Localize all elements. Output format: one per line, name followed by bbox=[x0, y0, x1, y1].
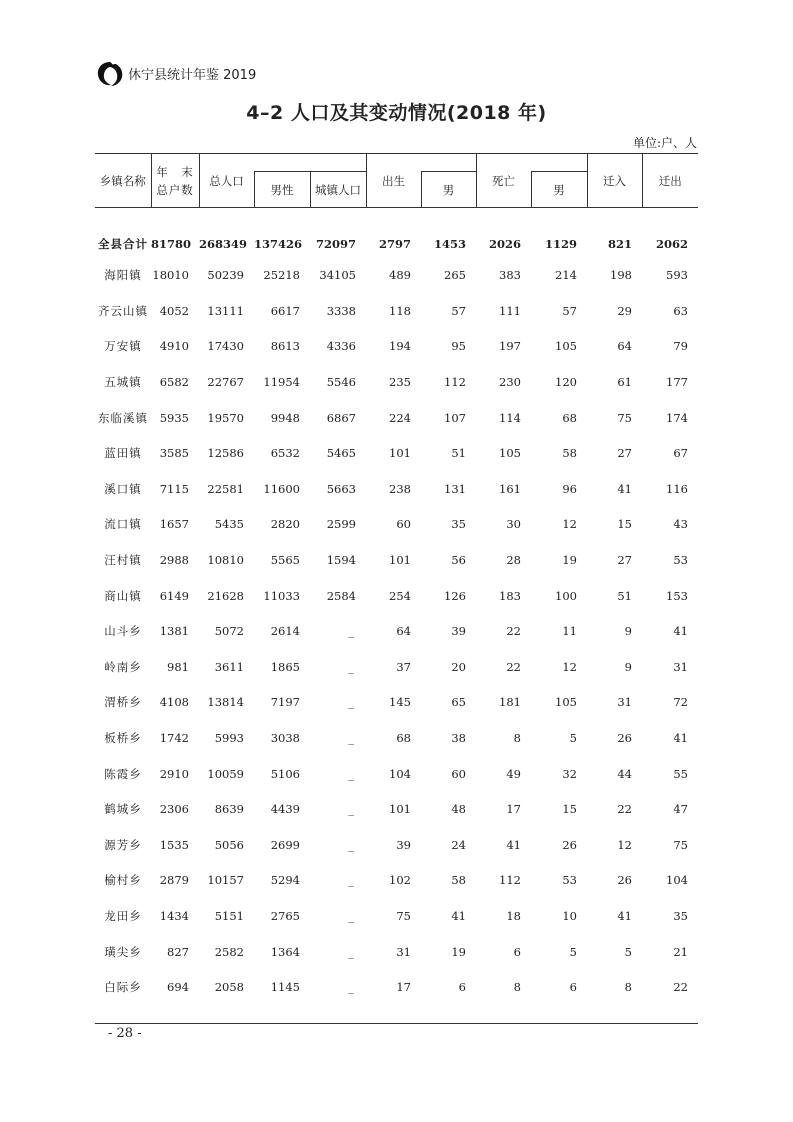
header-births: 出生 bbox=[366, 154, 421, 208]
cell-male: 9948 bbox=[270, 410, 300, 425]
cell-deaths: 49 bbox=[506, 766, 521, 781]
cell-out: 55 bbox=[673, 766, 688, 781]
cell-deaths-male: 214 bbox=[555, 268, 577, 283]
cell-deaths-male: 12 bbox=[562, 659, 577, 674]
cell-births-male: 65 bbox=[451, 695, 466, 710]
cell-households: 6582 bbox=[159, 375, 189, 390]
cell-in: 75 bbox=[617, 410, 632, 425]
cell-births: 145 bbox=[389, 695, 411, 710]
cell-households: 4910 bbox=[159, 339, 189, 354]
cell-households: 827 bbox=[167, 944, 189, 959]
cell-deaths-male: 105 bbox=[555, 695, 577, 710]
cell-in: 44 bbox=[617, 766, 632, 781]
cell-out: 116 bbox=[666, 481, 688, 496]
page-number: - 28 - bbox=[108, 1026, 142, 1041]
cell-in: 61 bbox=[617, 375, 632, 390]
cell-deaths-male: 120 bbox=[555, 375, 577, 390]
cell-deaths: 8 bbox=[513, 980, 521, 995]
cell-out: 104 bbox=[666, 873, 688, 888]
book-title: 休宁县统计年鉴 2019 bbox=[128, 68, 257, 83]
cell-births-male: 41 bbox=[451, 908, 466, 923]
cell-urban: 5465 bbox=[326, 446, 356, 461]
cell-out: 35 bbox=[673, 908, 688, 923]
cell-name: 商山镇 bbox=[104, 588, 142, 603]
header-households-line2: 总户数 bbox=[156, 182, 194, 197]
cell-urban: _ bbox=[348, 908, 354, 923]
cell-name: 五城镇 bbox=[104, 375, 142, 390]
cell-out: 75 bbox=[673, 837, 688, 852]
cell-total: 2582 bbox=[214, 944, 244, 959]
cell-deaths-male: 19 bbox=[562, 553, 577, 568]
table-row bbox=[95, 507, 698, 543]
cell-out: 593 bbox=[666, 268, 688, 283]
cell-name: 全县合计 bbox=[98, 236, 148, 251]
table-title: 4–2 人口及其变动情况(2018 年) bbox=[246, 102, 547, 124]
cell-male: 2820 bbox=[270, 517, 300, 532]
cell-deaths: 30 bbox=[506, 517, 521, 532]
cell-births-male: 95 bbox=[451, 339, 466, 354]
cell-male: 6532 bbox=[270, 446, 300, 461]
cell-out: 31 bbox=[673, 659, 688, 674]
cell-name: 齐云山镇 bbox=[98, 303, 148, 318]
cell-deaths: 41 bbox=[506, 837, 521, 852]
cell-name: 鹤城乡 bbox=[104, 802, 142, 817]
cell-deaths-male: 11 bbox=[562, 624, 577, 639]
cell-households: 2910 bbox=[159, 766, 189, 781]
cell-deaths-male: 58 bbox=[562, 446, 577, 461]
cell-households: 4052 bbox=[159, 303, 189, 318]
cell-total: 5056 bbox=[214, 837, 244, 852]
cell-male: 2614 bbox=[270, 624, 300, 639]
cell-in: 41 bbox=[617, 908, 632, 923]
cell-in: 27 bbox=[617, 446, 632, 461]
cell-male: 3038 bbox=[270, 731, 300, 746]
cell-households: 6149 bbox=[159, 588, 189, 603]
table-body bbox=[95, 208, 698, 1005]
cell-deaths: 17 bbox=[506, 802, 521, 817]
cell-deaths-male: 5 bbox=[569, 731, 577, 746]
cell-total: 2058 bbox=[214, 980, 244, 995]
cell-name: 白际乡 bbox=[104, 980, 142, 995]
cell-urban: 72097 bbox=[315, 236, 356, 251]
cell-births: 2797 bbox=[378, 236, 411, 251]
cell-male: 2765 bbox=[270, 908, 300, 923]
cell-male: 7197 bbox=[270, 695, 300, 710]
cell-deaths-male: 5 bbox=[569, 944, 577, 959]
cell-urban: _ bbox=[348, 944, 354, 959]
header-total-population: 总人口 bbox=[199, 154, 254, 208]
cell-total: 10059 bbox=[207, 766, 244, 781]
cell-out: 22 bbox=[673, 980, 688, 995]
header-urban-population: 城镇人口 bbox=[310, 172, 366, 208]
cell-total: 22767 bbox=[207, 375, 244, 390]
cell-households: 2306 bbox=[159, 802, 189, 817]
cell-births: 489 bbox=[389, 268, 411, 283]
cell-total: 50239 bbox=[207, 268, 244, 283]
cell-deaths: 22 bbox=[506, 624, 521, 639]
cell-male: 11033 bbox=[263, 588, 300, 603]
header-deaths: 死亡 bbox=[476, 154, 531, 208]
cell-births-male: 35 bbox=[451, 517, 466, 532]
cell-male: 11954 bbox=[263, 375, 300, 390]
table-row bbox=[95, 934, 698, 970]
cell-births: 104 bbox=[389, 766, 411, 781]
cell-total: 13814 bbox=[207, 695, 244, 710]
yearbook-logo-icon bbox=[94, 58, 126, 90]
header-households-line1: 年 末 bbox=[156, 164, 194, 179]
cell-urban: _ bbox=[348, 624, 354, 639]
cell-out: 79 bbox=[673, 339, 688, 354]
cell-deaths-male: 32 bbox=[562, 766, 577, 781]
cell-households: 4108 bbox=[159, 695, 189, 710]
cell-deaths-male: 6 bbox=[569, 980, 577, 995]
cell-households: 1657 bbox=[159, 517, 189, 532]
cell-in: 5 bbox=[624, 944, 632, 959]
cell-name: 璜尖乡 bbox=[104, 944, 142, 959]
cell-name: 岭南乡 bbox=[104, 659, 142, 674]
cell-total: 17430 bbox=[207, 339, 244, 354]
cell-urban: 3338 bbox=[326, 303, 356, 318]
cell-births-male: 60 bbox=[451, 766, 466, 781]
header-deaths-spacer bbox=[531, 154, 587, 172]
cell-urban: _ bbox=[348, 802, 354, 817]
cell-deaths: 111 bbox=[499, 303, 521, 318]
cell-deaths-male: 57 bbox=[562, 303, 577, 318]
cell-out: 177 bbox=[666, 375, 688, 390]
cell-deaths: 197 bbox=[499, 339, 521, 354]
cell-deaths: 2026 bbox=[488, 236, 521, 251]
cell-deaths-male: 68 bbox=[562, 410, 577, 425]
cell-male: 137426 bbox=[254, 236, 303, 251]
header-male: 男性 bbox=[254, 172, 310, 208]
table-row bbox=[95, 364, 698, 400]
cell-urban: 4336 bbox=[326, 339, 356, 354]
cell-out: 41 bbox=[673, 624, 688, 639]
table-row bbox=[95, 542, 698, 578]
cell-births-male: 131 bbox=[444, 481, 466, 496]
cell-households: 1434 bbox=[159, 908, 189, 923]
cell-deaths: 161 bbox=[499, 481, 521, 496]
table-row bbox=[95, 578, 698, 614]
cell-name: 东临溪镇 bbox=[98, 410, 148, 425]
cell-name: 海阳镇 bbox=[104, 268, 142, 283]
cell-births: 60 bbox=[396, 517, 411, 532]
cell-births: 224 bbox=[389, 410, 411, 425]
cell-in: 198 bbox=[610, 268, 632, 283]
cell-urban: _ bbox=[348, 731, 354, 746]
table-row bbox=[95, 613, 698, 649]
cell-in: 9 bbox=[624, 624, 632, 639]
cell-in: 8 bbox=[624, 980, 632, 995]
cell-deaths-male: 53 bbox=[562, 873, 577, 888]
cell-deaths: 230 bbox=[499, 375, 521, 390]
cell-deaths-male: 26 bbox=[562, 837, 577, 852]
cell-name: 万安镇 bbox=[104, 339, 142, 354]
table-row bbox=[95, 685, 698, 721]
cell-households: 2988 bbox=[159, 553, 189, 568]
cell-deaths: 112 bbox=[499, 873, 521, 888]
cell-in: 27 bbox=[617, 553, 632, 568]
cell-out: 43 bbox=[673, 517, 688, 532]
cell-births: 235 bbox=[389, 375, 411, 390]
cell-total: 5435 bbox=[214, 517, 244, 532]
cell-name: 板桥乡 bbox=[104, 731, 142, 746]
table-row bbox=[95, 471, 698, 507]
cell-in: 26 bbox=[617, 873, 632, 888]
cell-out: 72 bbox=[673, 695, 688, 710]
cell-households: 18010 bbox=[152, 268, 189, 283]
cell-name: 榆村乡 bbox=[104, 873, 142, 888]
table-row bbox=[95, 756, 698, 792]
cell-deaths-male: 100 bbox=[555, 588, 577, 603]
table-row bbox=[95, 720, 698, 756]
cell-total: 5151 bbox=[214, 908, 244, 923]
cell-in: 9 bbox=[624, 659, 632, 674]
cell-deaths: 6 bbox=[513, 944, 521, 959]
cell-births-male: 265 bbox=[444, 268, 466, 283]
cell-total: 13111 bbox=[207, 303, 244, 318]
cell-male: 6617 bbox=[270, 303, 300, 318]
cell-out: 21 bbox=[673, 944, 688, 959]
table-row bbox=[95, 400, 698, 436]
cell-births: 238 bbox=[389, 481, 411, 496]
cell-births-male: 112 bbox=[444, 375, 466, 390]
cell-urban: 2584 bbox=[326, 588, 356, 603]
cell-male: 25218 bbox=[263, 268, 300, 283]
table-row bbox=[95, 863, 698, 899]
cell-households: 81780 bbox=[151, 236, 192, 251]
header-moved-out: 迁出 bbox=[642, 154, 698, 208]
cell-births: 101 bbox=[389, 446, 411, 461]
cell-urban: 5546 bbox=[326, 375, 356, 390]
cell-total: 5072 bbox=[214, 624, 244, 639]
header-moved-in: 迁入 bbox=[587, 154, 642, 208]
cell-urban: 2599 bbox=[326, 517, 356, 532]
cell-births-male: 58 bbox=[451, 873, 466, 888]
cell-total: 10810 bbox=[207, 553, 244, 568]
table-row bbox=[95, 329, 698, 365]
cell-male: 1865 bbox=[270, 659, 300, 674]
cell-out: 153 bbox=[666, 588, 688, 603]
cell-households: 981 bbox=[167, 659, 189, 674]
unit-label: 单位:户、人 bbox=[632, 136, 697, 150]
cell-births-male: 107 bbox=[444, 410, 466, 425]
cell-in: 29 bbox=[617, 303, 632, 318]
cell-births: 101 bbox=[389, 802, 411, 817]
population-table bbox=[95, 153, 698, 1005]
cell-births: 194 bbox=[389, 339, 411, 354]
cell-deaths: 18 bbox=[506, 908, 521, 923]
table-row bbox=[95, 293, 698, 329]
cell-name: 流口镇 bbox=[104, 517, 142, 532]
cell-births: 31 bbox=[396, 944, 411, 959]
cell-in: 22 bbox=[617, 802, 632, 817]
cell-births: 118 bbox=[389, 303, 411, 318]
cell-urban: 34105 bbox=[319, 268, 356, 283]
cell-total: 268349 bbox=[199, 236, 248, 251]
cell-births: 102 bbox=[389, 873, 411, 888]
cell-births-male: 57 bbox=[451, 303, 466, 318]
cell-male: 5106 bbox=[270, 766, 300, 781]
cell-urban: 1594 bbox=[326, 553, 356, 568]
cell-births-male: 19 bbox=[451, 944, 466, 959]
cell-households: 3585 bbox=[159, 446, 189, 461]
cell-deaths-male: 96 bbox=[562, 481, 577, 496]
cell-male: 5294 bbox=[270, 873, 300, 888]
cell-name: 蓝田镇 bbox=[104, 446, 142, 461]
cell-households: 7115 bbox=[159, 481, 189, 496]
header-deaths-male: 男 bbox=[531, 172, 587, 208]
cell-name: 源芳乡 bbox=[104, 837, 142, 852]
cell-male: 2699 bbox=[270, 837, 300, 852]
cell-male: 5565 bbox=[270, 553, 300, 568]
cell-in: 41 bbox=[617, 481, 632, 496]
cell-deaths: 22 bbox=[506, 659, 521, 674]
cell-male: 1145 bbox=[270, 980, 300, 995]
cell-deaths-male: 15 bbox=[562, 802, 577, 817]
cell-out: 41 bbox=[673, 731, 688, 746]
cell-name: 渭桥乡 bbox=[104, 695, 142, 710]
cell-births: 68 bbox=[396, 731, 411, 746]
cell-total: 5993 bbox=[214, 731, 244, 746]
cell-out: 53 bbox=[673, 553, 688, 568]
cell-births-male: 51 bbox=[451, 446, 466, 461]
cell-name: 龙田乡 bbox=[104, 908, 142, 923]
cell-male: 11600 bbox=[263, 481, 300, 496]
running-header bbox=[94, 58, 354, 90]
cell-in: 15 bbox=[617, 517, 632, 532]
cell-in: 31 bbox=[617, 695, 632, 710]
header-births-spacer bbox=[421, 154, 476, 172]
header-households bbox=[151, 154, 199, 208]
cell-births-male: 1453 bbox=[433, 236, 466, 251]
cell-deaths: 183 bbox=[499, 588, 521, 603]
cell-births: 39 bbox=[396, 837, 411, 852]
cell-deaths-male: 1129 bbox=[544, 236, 577, 251]
cell-births-male: 38 bbox=[451, 731, 466, 746]
cell-male: 8613 bbox=[270, 339, 300, 354]
table-header bbox=[95, 154, 698, 208]
header-population-group-spacer bbox=[254, 154, 366, 172]
cell-deaths-male: 10 bbox=[562, 908, 577, 923]
cell-births: 17 bbox=[396, 980, 411, 995]
cell-total: 19570 bbox=[207, 410, 244, 425]
cell-out: 2062 bbox=[655, 236, 688, 251]
cell-urban: _ bbox=[348, 766, 354, 781]
cell-out: 63 bbox=[673, 303, 688, 318]
table-row bbox=[95, 258, 698, 294]
cell-deaths: 8 bbox=[513, 731, 521, 746]
cell-total: 8639 bbox=[214, 802, 244, 817]
cell-births-male: 6 bbox=[458, 980, 466, 995]
cell-households: 1742 bbox=[159, 731, 189, 746]
header-births-male: 男 bbox=[421, 172, 476, 208]
cell-name: 汪村镇 bbox=[104, 553, 142, 568]
cell-urban: 6867 bbox=[326, 410, 356, 425]
cell-births-male: 56 bbox=[451, 553, 466, 568]
cell-name: 溪口镇 bbox=[104, 481, 142, 496]
cell-births-male: 20 bbox=[451, 659, 466, 674]
table-row-total bbox=[95, 208, 698, 258]
cell-total: 22581 bbox=[207, 481, 244, 496]
cell-name: 陈霞乡 bbox=[104, 766, 142, 781]
cell-in: 821 bbox=[607, 236, 632, 251]
cell-urban: _ bbox=[348, 873, 354, 888]
cell-births: 101 bbox=[389, 553, 411, 568]
table-row bbox=[95, 435, 698, 471]
header-town-name: 乡镇名称 bbox=[99, 173, 146, 188]
cell-name: 山斗乡 bbox=[104, 624, 142, 639]
table-row bbox=[95, 969, 698, 1005]
cell-births: 37 bbox=[396, 659, 411, 674]
cell-male: 1364 bbox=[270, 944, 300, 959]
cell-deaths-male: 105 bbox=[555, 339, 577, 354]
cell-in: 12 bbox=[617, 837, 632, 852]
cell-deaths-male: 12 bbox=[562, 517, 577, 532]
cell-urban: _ bbox=[348, 695, 354, 710]
table-row bbox=[95, 649, 698, 685]
table-row bbox=[95, 898, 698, 934]
cell-households: 694 bbox=[167, 980, 189, 995]
cell-deaths: 383 bbox=[499, 268, 521, 283]
cell-deaths: 105 bbox=[499, 446, 521, 461]
cell-out: 174 bbox=[666, 410, 688, 425]
cell-male: 4439 bbox=[270, 802, 300, 817]
cell-total: 10157 bbox=[207, 873, 244, 888]
cell-out: 47 bbox=[673, 802, 688, 817]
cell-urban: _ bbox=[348, 980, 354, 995]
cell-births-male: 126 bbox=[444, 588, 466, 603]
cell-deaths: 181 bbox=[499, 695, 521, 710]
cell-households: 1381 bbox=[159, 624, 189, 639]
table-row bbox=[95, 791, 698, 827]
table-row bbox=[95, 827, 698, 863]
cell-total: 3611 bbox=[214, 659, 244, 674]
cell-births: 64 bbox=[396, 624, 411, 639]
cell-births: 254 bbox=[389, 588, 411, 603]
bottom-rule bbox=[95, 1023, 698, 1024]
cell-in: 51 bbox=[617, 588, 632, 603]
cell-in: 26 bbox=[617, 731, 632, 746]
cell-births-male: 39 bbox=[451, 624, 466, 639]
cell-urban: _ bbox=[348, 837, 354, 852]
cell-births: 75 bbox=[396, 908, 411, 923]
cell-in: 64 bbox=[617, 339, 632, 354]
cell-households: 2879 bbox=[159, 873, 189, 888]
cell-births-male: 48 bbox=[451, 802, 466, 817]
cell-total: 21628 bbox=[207, 588, 244, 603]
cell-urban: _ bbox=[348, 659, 354, 674]
cell-total: 12586 bbox=[207, 446, 244, 461]
cell-urban: 5663 bbox=[326, 481, 356, 496]
cell-deaths: 28 bbox=[506, 553, 521, 568]
cell-households: 1535 bbox=[159, 837, 189, 852]
cell-deaths: 114 bbox=[499, 410, 521, 425]
cell-out: 67 bbox=[673, 446, 688, 461]
cell-households: 5935 bbox=[159, 410, 189, 425]
cell-births-male: 24 bbox=[451, 837, 466, 852]
